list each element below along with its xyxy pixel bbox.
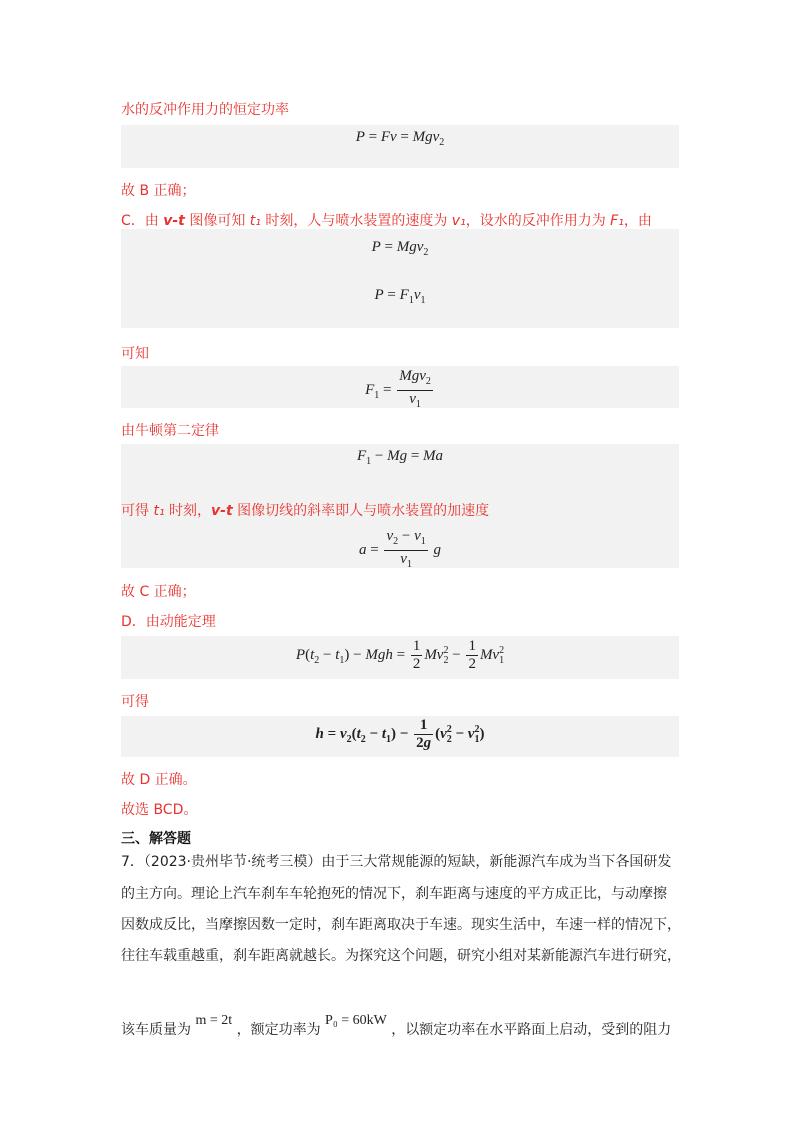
- answer-line-9: 可得: [121, 694, 149, 710]
- answer-line-4: 可知: [121, 346, 149, 362]
- answer-line-7: 故 C 正确；: [121, 584, 196, 600]
- equation-box-energy: [121, 636, 679, 679]
- equation-box-height: [121, 716, 679, 757]
- equation-box-f1: [121, 366, 679, 408]
- answer-line-8: D．由动能定理: [121, 614, 216, 630]
- answer-line-1: 水的反冲作用力的恒定功率: [121, 102, 289, 118]
- mass-value: m = 2t: [195, 1013, 233, 1028]
- answer-line-11: 故选 BCD。: [121, 802, 198, 818]
- text-segment: C．由: [121, 213, 164, 229]
- text-segment: 可得: [121, 503, 154, 519]
- text-segment: ，以额定功率在水平路面上启动，受到的阻力: [391, 1022, 672, 1038]
- equation-box-power: [121, 125, 679, 168]
- text-segment: 时刻，: [164, 503, 212, 519]
- text-segment: v₁: [451, 213, 466, 229]
- equation-box-c: [121, 229, 679, 328]
- text-segment: t₁: [249, 213, 261, 229]
- text-segment: ，由: [623, 213, 652, 229]
- problem-line-3: 因数成反比，当摩擦因数一定时，刹车距离取决于车速。现实生活中，车速一样的情况下，: [121, 917, 681, 933]
- text-segment: 图像切线的斜率即人与喷水装置的加速度: [232, 503, 490, 519]
- equation-p-f1v1: $P = F_1v_1$: [374, 287, 426, 306]
- text-segment: t₁: [153, 503, 165, 519]
- answer-line-10: 故 D 正确。: [121, 772, 197, 788]
- equation-energy-theorem: $P(t_2 - t_1)$ − Mgh = $\frac{1}{2}$ $Mv_2^2$ − $\frac{1}{2}$ $Mv_1^2$: [295, 638, 505, 672]
- problem-line-4: 往往车载重越重，刹车距离就越长。为探究这个问题，研究小组对某新能源汽车进行研究，: [121, 948, 681, 964]
- problem-line-5: [121, 1013, 681, 1039]
- equation-height: $h = v_2(t_2 - t_1)$ − $\frac{1}{2g}$ $(v_2^2 - v_1^2)$: [315, 717, 485, 751]
- answer-line-2: 故 B 正确；: [121, 183, 196, 199]
- answer-line-c: [121, 210, 652, 230]
- equation-power: P = Fv = Mgv$_2$: [355, 129, 445, 148]
- problem-line-2: 的主方向。理论上汽车刹车车轮抱死的情况下，刹车距离与速度的平方成正比，与动摩擦: [121, 886, 667, 902]
- equation-newton: $F_1 - Mg = Ma$: [356, 448, 444, 467]
- equation-acceleration: a = $\frac{v_2 - v_1}{v_1}$ g: [358, 528, 442, 570]
- text-segment: 图像可知: [184, 213, 250, 229]
- answer-line-6: [121, 500, 489, 520]
- problem-line-1: 7．（2023·贵州毕节·统考三模）由于三大常规能源的短缺，新能源汽车成为当下各国研发: [121, 854, 672, 870]
- answer-line-5: 由牛顿第二定律: [121, 423, 219, 439]
- text-segment: 时刻，人与喷水装置的速度为: [260, 213, 452, 229]
- text-segment: 该车质量为: [121, 1022, 191, 1038]
- equation-p-mgv2: P = Mgv$_2$: [371, 239, 429, 258]
- equation-f1: $F_1$ = $\frac{Mgv_2}{v_1}$: [365, 368, 431, 410]
- section-heading: 三、解答题: [121, 831, 191, 847]
- text-segment: v-t: [211, 503, 233, 519]
- text-segment: ，额定功率为: [236, 1022, 321, 1038]
- text-segment: F₁: [610, 213, 624, 229]
- text-segment: v-t: [163, 213, 185, 229]
- text-segment: ，设水的反冲作用力为: [465, 213, 611, 229]
- rated-power-value: P₀ = 60kW: [325, 1013, 387, 1028]
